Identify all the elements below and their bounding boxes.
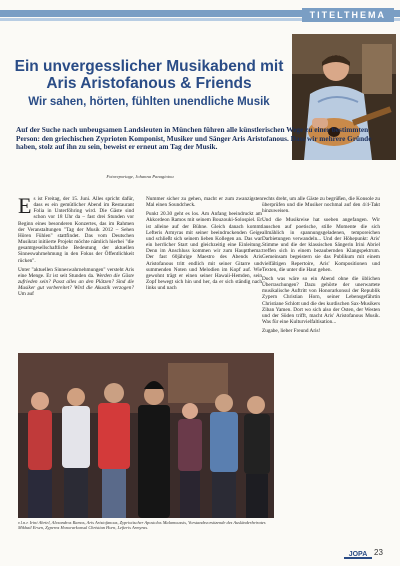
photo-credit: Fotoreportage, Johanna Panagiotou (106, 174, 174, 179)
paragraph: Zugabe, lieber Freund Aris! (262, 328, 321, 335)
section-label: TITELTHEMA (302, 8, 394, 22)
article-title: Ein unvergesslicher Musikabend mit Aris Aristofanous & Friends (14, 58, 284, 92)
group-photo (18, 353, 274, 518)
publisher-logo-text: JOPA (348, 551, 368, 558)
group-illustration (18, 353, 274, 518)
article-lead: Auf der Suche nach unbeugsamen Landsleuten in München führen alle künstlerischen Wege zu einer bestimmten Person: den griechischen Zyprioten Komponist, Musiker und Sänger Aris Aristofanous. Dass wir mehrere Gründe haben, stolz auf ihn zu sein, beweist er erneut am Tag der Musik. (16, 125, 372, 152)
paragraph-italic: Werden die Gäste zufrieden sein? Passt alles an den Plätzen? Sind die Musiker gut vorbereitet? Wird die Akustik verzogen? (18, 272, 135, 292)
article-subtitle: Wir sahen, hörten, fühlten unendliche Musik (28, 96, 270, 108)
publisher-logo (344, 548, 372, 560)
page-number: 23 (374, 548, 383, 557)
photo-caption: v.l.n.r. Irini Abriel, Alexandros Ramos, Aris Aristofanous, Zypriotischer Apostolos Malamoussis, Vorstandsvorsitzende des Ausländerbeirates Mikhail Ersen, Zyperns Honorarkonsul Christian Horn, Lefteris Armyras. (18, 520, 266, 531)
paragraph (18, 193, 134, 264)
paragraph: Doch was wäre so ein Abend ohne die üblichen Überraschungen? Dazu gehörte der unerwartete musikalische Auftritt von Honorarkonsul der Republik Zypern Christian Horn, seiner Lebensgefährtin Christiane Schlott und die des kurdischen Sax-Musikers Ziban Yamen. Dort wo sich also der Osten, der Westen und der Süden trifft, macht Aris' Aristofanous Musik. Was für eine Kulturvielfaltisation... (262, 275, 380, 325)
paragraph-text: s ist Freitag, der 15. Juni. Alles spricht dafür, dass es ein gemütlicher Abend im Restaurant Folia in Unterföhring wird. Die Gäste sind schon vor 18 Uhr da – fast drei Stunden vor Beginn eines besonderen Konzertes, das im Rahmen der Veranstaltungen "Tag der Musik 2012 – Sehen Hören Fühlen" stattfindet. Das vom Deutschen Musikrat initiierte Projekt möchte nämlich hierbei "die gesamtgesellschaftliche Bedeutung der aktuellen Sinneswahrnehmung in den Fokus der Öffentlichkeit rücken". (18, 196, 134, 264)
text-column-2 (146, 196, 262, 294)
paragraph: Nummer sicher zu gehen, macht er zum zwanzigsten Mal einen Soundcheck. (146, 196, 262, 209)
paragraph-text: Um auf (18, 291, 34, 298)
paragraph: Und die Musikreise hat soeben angefangen. Wir lauschen auf poetische, stille Momente die sich allmählich in spannungsgeladenen, temporeichen Darbietungen verwandeln... Und der Höhepunkt: Aris' Stimme und die der klassischen Sängerin Irini Abriel treffen sich in einem bezaubernden Klangspektrum. Gemeinsam begeistern sie das Publikum mit einem vielfältigen Repertoire, Aris' Kompositionen und Texten, die unter die Haut gehen. (262, 217, 380, 273)
paragraph (18, 267, 134, 298)
text-column-1 (18, 193, 135, 301)
paragraph-text: Unter "aktuellen Sinneswahrnehmungen" versteht Aris eine Menge. Er ist seit Stunden da. (18, 266, 134, 279)
paragraph: Punkt 20.30 geht es los. Am Anfang beeindruckt am Akkordeon Ramos mit seinem Bouzouki-Solospiel. Er ist alleine auf der Bühne. Gleich danach kommt Lefteris Armyras mit seiner beeindruckenden Geige und schließt sich seinem lieben Kollegen an. Das war ein herrlicher Start und gleichzeitig eine Einleitung. Denn im Anschluss kommen wir zum Hauptthema: Der fast 60jährige Maestro des Abends Aris Aristofanous tritt endlich mit seiner Gitarre und summenden Noten und Melodien im Kopf auf. Wie gewohnt trägt er einen seiner Hawaii-Hemden, sein Zopf bewegt sich hin und her, da er sich ständig nach links und nach (146, 211, 262, 292)
header-bar (0, 0, 400, 26)
text-column-3 (262, 196, 380, 337)
paragraph: rechts dreht, um alle Gäste zu begrüßen, die Konsole zu überprüfen und die Musiker nochmal auf den 4/4-Takt hinzuweisen. (262, 196, 380, 215)
drop-cap: E (18, 193, 32, 218)
